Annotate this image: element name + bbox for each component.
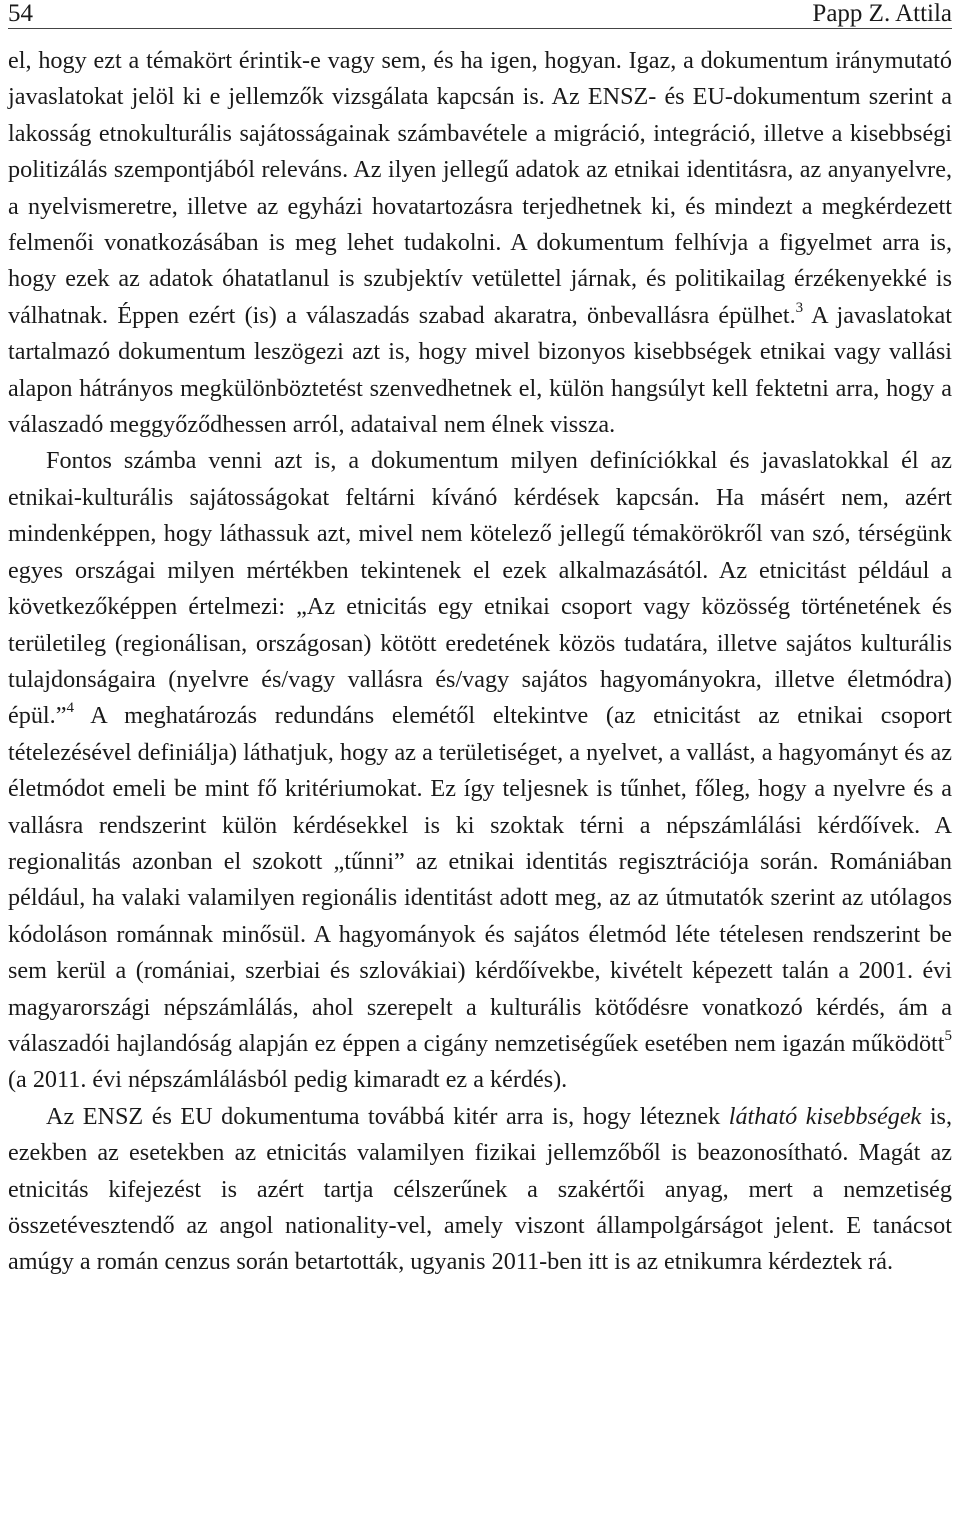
running-author: Papp Z. Attila [812,0,952,27]
paragraph-1-text-b: A javaslatokat tartalmazó dokumentum leszögezi azt is, hogy mivel bizonyos kisebbségek etnikai vagy vallási alapon hátrányos megkülönböztetést szenvedhetnek el, külön hangsúlyt kell fektetni arra, hogy a válaszadó meggyőződhessen arról, adataival nem élnek vissza. [8,301,952,439]
footnote-ref-3[interactable]: 3 [795,299,804,316]
running-header [8,0,952,29]
footnote-ref-5[interactable]: 5 [944,1027,952,1044]
paragraph-1-text-a: el, hogy ezt a témakört érintik-e vagy sem, és ha igen, hogyan. Igaz, a dokumentum iránymutató javaslatokat jelöl ki e jellemzők vizsgálata kapcsán is. Az ENSZ- és EU-dokumentum szerint a lakosság etnokulturális sajátosságainak számbavétele a migráció, integráció, illetve a kisebbségi politizálás szempontjából releváns. Az ilyen jellegű adatok az etnikai identitásra, az anyanyelvre, a nyelvismeretre, illetve az egyházi hovatartozásra terjedhetnek ki, és mindezt a megkérdezett felmenői vonatkozásában is meg lehet tudakolni. A dokumentum felhívja a figyelmet arra is, hogy ezek az adatok óhatatlanul is szubjektív vetülettel járnak, és politikailag érzékenyekké is válhatnak. Éppen ezért (is) a válaszadás szabad akaratra, önbevallásra épülhet. [8,47,952,329]
paragraph-3-italic-term: látható kisebbségek [728,1102,922,1130]
page-number: 54 [8,0,33,27]
paragraph-3 [8,1099,952,1281]
paragraph-3-text-b: is, ezekben az esetekben az etnicitás valamilyen fizikai jellemzőből is beazonosítható. Magát az etnicitás kifejezést is azért tartja célszerűnek a szakértői anyag, mert a nemzetiség összetévesztendő az angol nationality-vel, amely viszont állampolgárságot jelent. E tanácsot amúgy a román cenzus során betartották, ugyanis 2011-ben itt is az etnikumra kérdeztek rá. [8,1102,952,1276]
paragraph-1 [8,43,952,443]
paragraph-3-text-a: Az ENSZ és EU dokumentuma továbbá kitér arra is, hogy léteznek [46,1102,729,1130]
book-page [8,0,952,1281]
paragraph-2-text-a: Fontos számba venni azt is, a dokumentum milyen definíciókkal és javaslatokkal él az etnikai-kulturális sajátosságokat feltárni kívánó kérdések kapcsán. Ha másért nem, azért mindenképpen, hogy láthassuk azt, mivel nem kötelező jellegű témakörökről van szó, térségünk egyes országai milyen mértékben tekintenek el ezek alkalmazásától. Az etnicitást például a következőképpen értelmezi: „Az etnicitás egy etnikai csoport vagy közösség történetének és területileg (regionálisan, országosan) kötött eredetének közös tudatára, illetve sajátos kulturális tulajdonságaira (nyelvre és/vagy vallásra és/vagy sajátos hagyományokra, illetve életmódra) épül.” [8,447,952,730]
footnote-ref-4[interactable]: 4 [66,700,74,717]
paragraph-2-text-c: (a 2011. évi népszámlálásból pedig kimaradt ez a kérdés). [8,1066,568,1094]
paragraph-2 [8,443,952,1098]
paragraph-2-text-b: A meghatározás redundáns elemétől eltekintve (az etnicitást az etnikai csoport tételezésével definiálja) láthatjuk, hogy az a területiséget, a nyelvet, a vallást, a hagyományt és az életmódot emeli be mint fő kritériumokat. Ez így teljesnek is tűnhet, főleg, hogy a nyelvre és a vallásra rendszerint külön kérdésekkel is ki szoktak térni a népszámlálási kérdőívek. A regionalitás azonban el szokott „tűnni” az etnikai identitás regisztrációja során. Romániában például, ha valaki valamilyen regionális identitást adott meg, az az útmutatók szerint az utólagos kódoláson románnak minősül. A hagyományok és sajátos életmód léte tételesen rendszerint be sem kerül a (romániai, szerbiai és szlovákiai) kérdőívekbe, kivételt képezett talán a 2001. évi magyarországi népszámlálás, ahol szerepelt a kulturális kötődésre vonatkozó kérdés, ám a válaszadói hajlandóság alapján ez éppen a cigány nemzetiségűek esetében nem igazán működött [8,702,952,1057]
